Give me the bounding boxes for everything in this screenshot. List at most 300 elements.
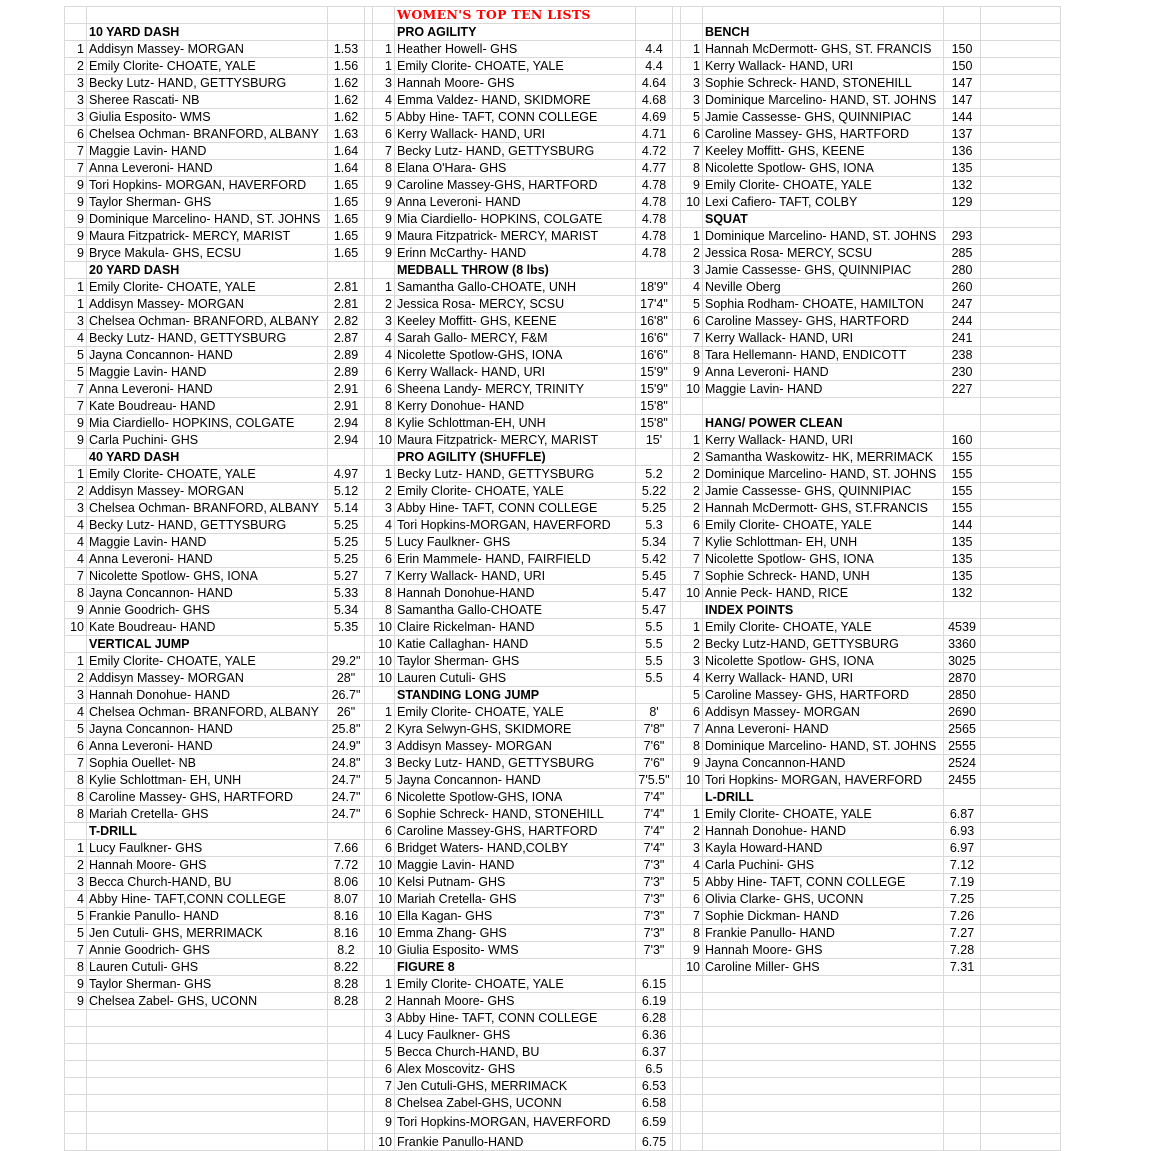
spacer-cell[interactable]	[673, 687, 681, 704]
rank-cell[interactable]	[681, 602, 703, 619]
spacer-cell[interactable]	[673, 1027, 681, 1044]
spacer-cell[interactable]	[673, 619, 681, 636]
spacer-cell[interactable]	[673, 534, 681, 551]
list-heading[interactable]: BENCH	[703, 24, 944, 41]
athlete-cell[interactable]: Hannah Donohue- HAND	[87, 687, 328, 704]
result-cell[interactable]	[328, 1095, 365, 1112]
result-cell[interactable]	[636, 687, 673, 704]
athlete-cell[interactable]: Frankie Panullo- HAND	[703, 925, 944, 942]
result-cell[interactable]	[944, 415, 981, 432]
result-cell[interactable]: 2.82	[328, 313, 365, 330]
rank-cell[interactable]: 7	[681, 551, 703, 568]
empty-cell[interactable]	[981, 704, 1061, 721]
empty-cell[interactable]	[981, 177, 1061, 194]
athlete-cell[interactable]: Caroline Massey- GHS, HARTFORD	[703, 687, 944, 704]
rank-cell[interactable]: 4	[65, 517, 87, 534]
athlete-cell[interactable]: Maura Fitzpatrick- MERCY, MARIST	[395, 228, 636, 245]
empty-cell[interactable]	[981, 500, 1061, 517]
rank-cell[interactable]: 10	[373, 636, 395, 653]
rank-cell[interactable]: 9	[65, 976, 87, 993]
rank-cell[interactable]: 7	[681, 908, 703, 925]
rank-cell[interactable]: 7	[373, 143, 395, 160]
result-cell[interactable]: 6.28	[636, 1010, 673, 1027]
result-cell[interactable]: 135	[944, 534, 981, 551]
rank-cell[interactable]: 9	[65, 993, 87, 1010]
spacer-cell[interactable]	[365, 126, 373, 143]
rank-cell[interactable]: 1	[681, 806, 703, 823]
result-cell[interactable]: 7.26	[944, 908, 981, 925]
athlete-cell[interactable]: Anna Leveroni- HAND	[703, 364, 944, 381]
result-cell[interactable]: 7.27	[944, 925, 981, 942]
rank-cell[interactable]	[65, 1044, 87, 1061]
rank-cell[interactable]: 4	[373, 330, 395, 347]
result-cell[interactable]: 2.91	[328, 381, 365, 398]
rank-cell[interactable]: 6	[681, 517, 703, 534]
athlete-cell[interactable]: Emily Clorite- CHOATE, YALE	[395, 483, 636, 500]
result-cell[interactable]: 3025	[944, 653, 981, 670]
spacer-cell[interactable]	[673, 891, 681, 908]
result-cell[interactable]: 1.53	[328, 41, 365, 58]
result-cell[interactable]	[944, 1095, 981, 1112]
result-cell[interactable]: 155	[944, 466, 981, 483]
rank-cell[interactable]: 6	[373, 806, 395, 823]
athlete-cell[interactable]: Hannah Donohue-HAND	[395, 585, 636, 602]
rank-cell[interactable]: 6	[681, 704, 703, 721]
rank-cell[interactable]: 1	[681, 619, 703, 636]
athlete-cell[interactable]: Chelsea Ochman- BRANFORD, ALBANY	[87, 500, 328, 517]
result-cell[interactable]: 2.89	[328, 347, 365, 364]
spacer-cell[interactable]	[673, 874, 681, 891]
spacer-cell[interactable]	[673, 585, 681, 602]
athlete-cell[interactable]: Emily Clorite- CHOATE, YALE	[395, 704, 636, 721]
result-cell[interactable]	[328, 1134, 365, 1151]
spacer-cell[interactable]	[673, 602, 681, 619]
athlete-cell[interactable]: Addisyn Massey- MORGAN	[395, 738, 636, 755]
athlete-cell[interactable]: Addisyn Massey- MORGAN	[87, 483, 328, 500]
athlete-cell[interactable]: Becky Lutz-HAND, GETTYSBURG	[703, 636, 944, 653]
result-cell[interactable]: 6.93	[944, 823, 981, 840]
spacer-cell[interactable]	[365, 857, 373, 874]
athlete-cell[interactable]: Nicolette Spotlow- GHS, IONA	[703, 160, 944, 177]
spacer-cell[interactable]	[673, 976, 681, 993]
athlete-cell[interactable]: Claire Rickelman- HAND	[395, 619, 636, 636]
result-cell[interactable]: 24.7"	[328, 789, 365, 806]
rank-cell[interactable]: 10	[373, 857, 395, 874]
rank-cell[interactable]: 8	[65, 772, 87, 789]
spacer-cell[interactable]	[673, 228, 681, 245]
result-cell[interactable]: 5.14	[328, 500, 365, 517]
result-cell[interactable]: 155	[944, 483, 981, 500]
rank-cell[interactable]: 10	[373, 619, 395, 636]
empty-cell[interactable]	[981, 160, 1061, 177]
result-cell[interactable]: 160	[944, 432, 981, 449]
result-cell[interactable]: 17'4"	[636, 296, 673, 313]
rank-cell[interactable]	[681, 1061, 703, 1078]
rank-cell[interactable]: 3	[681, 75, 703, 92]
rank-cell[interactable]: 3	[373, 75, 395, 92]
empty-cell[interactable]	[981, 1061, 1061, 1078]
spacer-cell[interactable]	[365, 347, 373, 364]
athlete-cell[interactable]: Kerry Wallack- HAND, URI	[703, 432, 944, 449]
result-cell[interactable]: 7'6"	[636, 755, 673, 772]
result-cell[interactable]: 7.28	[944, 942, 981, 959]
result-cell[interactable]: 6.36	[636, 1027, 673, 1044]
rank-cell[interactable]: 9	[65, 432, 87, 449]
rank-cell[interactable]: 8	[681, 160, 703, 177]
result-cell[interactable]: 7'3"	[636, 874, 673, 891]
spacer-cell[interactable]	[365, 823, 373, 840]
rank-cell[interactable]: 3	[65, 92, 87, 109]
spacer-cell[interactable]	[673, 1095, 681, 1112]
result-cell[interactable]	[944, 1134, 981, 1151]
result-cell[interactable]	[328, 1044, 365, 1061]
spacer-cell[interactable]	[673, 466, 681, 483]
spacer-cell[interactable]	[365, 381, 373, 398]
rank-cell[interactable]: 6	[373, 381, 395, 398]
athlete-cell[interactable]: Maura Fitzpatrick- MERCY, MARIST	[395, 432, 636, 449]
athlete-cell[interactable]: Emma Valdez- HAND, SKIDMORE	[395, 92, 636, 109]
athlete-cell[interactable]: Maura Fitzpatrick- MERCY, MARIST	[87, 228, 328, 245]
rank-cell[interactable]: 10	[65, 619, 87, 636]
athlete-cell[interactable]	[703, 398, 944, 415]
empty-cell[interactable]	[981, 517, 1061, 534]
spacer-cell[interactable]	[365, 653, 373, 670]
spacer-cell[interactable]	[365, 1027, 373, 1044]
spacer-cell[interactable]	[673, 109, 681, 126]
spacer-cell[interactable]	[673, 245, 681, 262]
rank-cell[interactable]: 10	[681, 194, 703, 211]
spacer-cell[interactable]	[673, 1061, 681, 1078]
athlete-cell[interactable]	[703, 1134, 944, 1151]
result-cell[interactable]: 5.47	[636, 585, 673, 602]
athlete-cell[interactable]: Kerry Wallack- HAND, URI	[703, 670, 944, 687]
empty-cell[interactable]	[981, 126, 1061, 143]
athlete-cell[interactable]: Kate Boudreau- HAND	[87, 619, 328, 636]
result-cell[interactable]: 260	[944, 279, 981, 296]
empty-cell[interactable]	[981, 534, 1061, 551]
rank-cell[interactable]: 4	[373, 1027, 395, 1044]
athlete-cell[interactable]: Addisyn Massey- MORGAN	[87, 296, 328, 313]
spacer-cell[interactable]	[673, 58, 681, 75]
result-cell[interactable]: 6.53	[636, 1078, 673, 1095]
athlete-cell[interactable]: Nicolette Spotlow-GHS, IONA	[395, 789, 636, 806]
rank-cell[interactable]: 10	[373, 942, 395, 959]
empty-cell[interactable]	[981, 874, 1061, 891]
result-cell[interactable]	[636, 959, 673, 976]
result-cell[interactable]	[944, 789, 981, 806]
rank-cell[interactable]: 8	[65, 806, 87, 823]
result-cell[interactable]: 1.62	[328, 75, 365, 92]
spacer-cell[interactable]	[365, 755, 373, 772]
spacer-cell[interactable]	[365, 24, 373, 41]
empty-cell[interactable]	[981, 194, 1061, 211]
result-cell[interactable]: 8.06	[328, 874, 365, 891]
result-cell[interactable]: 155	[944, 449, 981, 466]
rank-cell[interactable]: 4	[681, 670, 703, 687]
spacer-cell[interactable]	[673, 75, 681, 92]
rank-cell[interactable]: 4	[681, 279, 703, 296]
athlete-cell[interactable]: Annie Goodrich- GHS	[87, 942, 328, 959]
result-cell[interactable]: 1.64	[328, 143, 365, 160]
spacer-cell[interactable]	[365, 364, 373, 381]
result-cell[interactable]: 28"	[328, 670, 365, 687]
spacer-cell[interactable]	[673, 551, 681, 568]
athlete-cell[interactable]: Giulia Esposito- WMS	[395, 942, 636, 959]
result-cell[interactable]	[944, 602, 981, 619]
athlete-cell[interactable]: Katie Callaghan- HAND	[395, 636, 636, 653]
rank-cell[interactable]: 5	[65, 908, 87, 925]
athlete-cell[interactable]: Hannah Moore- GHS	[395, 993, 636, 1010]
result-cell[interactable]: 241	[944, 330, 981, 347]
spacer-cell[interactable]	[673, 721, 681, 738]
empty-cell[interactable]	[981, 840, 1061, 857]
result-cell[interactable]: 7'3"	[636, 908, 673, 925]
rank-cell[interactable]	[681, 1010, 703, 1027]
spacer-cell[interactable]	[365, 1095, 373, 1112]
rank-cell[interactable]: 5	[373, 534, 395, 551]
empty-cell[interactable]	[981, 789, 1061, 806]
rank-cell[interactable]: 4	[681, 857, 703, 874]
rank-cell[interactable]: 2	[373, 721, 395, 738]
empty-cell[interactable]	[981, 959, 1061, 976]
rank-cell[interactable]: 10	[681, 772, 703, 789]
rank-cell[interactable]: 9	[373, 1112, 395, 1134]
result-cell[interactable]: 8.2	[328, 942, 365, 959]
athlete-cell[interactable]: Emily Clorite- CHOATE, YALE	[703, 806, 944, 823]
result-cell[interactable]: 6.58	[636, 1095, 673, 1112]
spacer-cell[interactable]	[673, 823, 681, 840]
list-heading[interactable]: STANDING LONG JUMP	[395, 687, 636, 704]
spacer-cell[interactable]	[673, 1010, 681, 1027]
rank-cell[interactable]: 7	[65, 568, 87, 585]
rank-cell[interactable]: 9	[373, 177, 395, 194]
athlete-cell[interactable]: Tara Hellemann- HAND, ENDICOTT	[703, 347, 944, 364]
rank-cell[interactable]: 7	[681, 721, 703, 738]
empty-cell[interactable]	[981, 1010, 1061, 1027]
spacer-cell[interactable]	[673, 177, 681, 194]
result-cell[interactable]: 4.68	[636, 92, 673, 109]
athlete-cell[interactable]: Caroline Miller- GHS	[703, 959, 944, 976]
rank-cell[interactable]	[681, 993, 703, 1010]
rank-cell[interactable]: 10	[373, 432, 395, 449]
spacer-cell[interactable]	[673, 789, 681, 806]
result-cell[interactable]	[328, 24, 365, 41]
athlete-cell[interactable]	[703, 1010, 944, 1027]
athlete-cell[interactable]: Emily Clorite- CHOATE, YALE	[703, 619, 944, 636]
athlete-cell[interactable]: Hannah McDermott- GHS, ST. FRANCIS	[703, 41, 944, 58]
athlete-cell[interactable]: Sarah Gallo- MERCY, F&M	[395, 330, 636, 347]
result-cell[interactable]	[944, 993, 981, 1010]
athlete-cell[interactable]: Samantha Gallo-CHOATE, UNH	[395, 279, 636, 296]
empty-cell[interactable]	[981, 585, 1061, 602]
rank-cell[interactable]: 3	[65, 313, 87, 330]
rank-cell[interactable]: 1	[373, 41, 395, 58]
empty-cell[interactable]	[981, 245, 1061, 262]
rank-cell[interactable]: 2	[681, 449, 703, 466]
rank-cell[interactable]: 7	[65, 381, 87, 398]
spacer-cell[interactable]	[673, 262, 681, 279]
rank-cell[interactable]: 7	[65, 942, 87, 959]
result-cell[interactable]: 15'9"	[636, 381, 673, 398]
empty-cell[interactable]	[981, 806, 1061, 823]
athlete-cell[interactable]: Mariah Cretella- GHS	[87, 806, 328, 823]
empty-cell[interactable]	[981, 670, 1061, 687]
result-cell[interactable]: 8.22	[328, 959, 365, 976]
empty-cell[interactable]	[981, 109, 1061, 126]
result-cell[interactable]: 2.91	[328, 398, 365, 415]
result-cell[interactable]: 5.34	[328, 602, 365, 619]
athlete-cell[interactable]: Anna Leveroni- HAND	[87, 160, 328, 177]
result-cell[interactable]: 1.62	[328, 92, 365, 109]
result-cell[interactable]: 4.78	[636, 211, 673, 228]
list-heading[interactable]: 40 YARD DASH	[87, 449, 328, 466]
rank-cell[interactable]	[681, 7, 703, 24]
empty-cell[interactable]	[981, 1044, 1061, 1061]
rank-cell[interactable]: 8	[373, 415, 395, 432]
rank-cell[interactable]: 5	[65, 721, 87, 738]
empty-cell[interactable]	[981, 143, 1061, 160]
empty-cell[interactable]	[981, 364, 1061, 381]
result-cell[interactable]: 7'4"	[636, 840, 673, 857]
rank-cell[interactable]: 8	[681, 347, 703, 364]
spacer-cell[interactable]	[365, 41, 373, 58]
athlete-cell[interactable]: Bryce Makula- GHS, ECSU	[87, 245, 328, 262]
result-cell[interactable]: 15'9"	[636, 364, 673, 381]
result-cell[interactable]: 7.25	[944, 891, 981, 908]
rank-cell[interactable]: 9	[373, 194, 395, 211]
result-cell[interactable]: 4.4	[636, 58, 673, 75]
athlete-cell[interactable]: Erin Mammele- HAND, FAIRFIELD	[395, 551, 636, 568]
athlete-cell[interactable]: Emma Zhang- GHS	[395, 925, 636, 942]
athlete-cell[interactable]: Anna Leveroni- HAND	[87, 551, 328, 568]
result-cell[interactable]	[328, 1010, 365, 1027]
athlete-cell[interactable]: Caroline Massey- GHS, HARTFORD	[703, 313, 944, 330]
list-heading[interactable]: MEDBALL THROW (8 lbs)	[395, 262, 636, 279]
rank-cell[interactable]: 3	[681, 653, 703, 670]
spacer-cell[interactable]	[365, 228, 373, 245]
empty-cell[interactable]	[981, 602, 1061, 619]
spacer-cell[interactable]	[673, 296, 681, 313]
empty-cell[interactable]	[981, 432, 1061, 449]
result-cell[interactable]: 2565	[944, 721, 981, 738]
rank-cell[interactable]: 5	[65, 364, 87, 381]
rank-cell[interactable]: 3	[681, 840, 703, 857]
rank-cell[interactable]: 2	[65, 670, 87, 687]
athlete-cell[interactable]: Kelsi Putnam- GHS	[395, 874, 636, 891]
result-cell[interactable]: 15'8"	[636, 398, 673, 415]
rank-cell[interactable]: 4	[65, 330, 87, 347]
rank-cell[interactable]	[681, 789, 703, 806]
list-heading[interactable]: VERTICAL JUMP	[87, 636, 328, 653]
result-cell[interactable]: 136	[944, 143, 981, 160]
rank-cell[interactable]: 9	[373, 245, 395, 262]
rank-cell[interactable]: 9	[681, 755, 703, 772]
athlete-cell[interactable]: Jen Cutuli- GHS, MERRIMACK	[87, 925, 328, 942]
list-heading[interactable]: 20 YARD DASH	[87, 262, 328, 279]
rank-cell[interactable]: 3	[681, 92, 703, 109]
rank-cell[interactable]: 6	[373, 551, 395, 568]
rank-cell[interactable]: 1	[65, 653, 87, 670]
rank-cell[interactable]: 1	[65, 279, 87, 296]
result-cell[interactable]: 230	[944, 364, 981, 381]
rank-cell[interactable]: 8	[373, 585, 395, 602]
empty-cell[interactable]	[981, 24, 1061, 41]
result-cell[interactable]: 1.56	[328, 58, 365, 75]
athlete-cell[interactable]: Anna Leveroni- HAND	[395, 194, 636, 211]
result-cell[interactable]: 2850	[944, 687, 981, 704]
spacer-cell[interactable]	[365, 1134, 373, 1151]
empty-cell[interactable]	[981, 483, 1061, 500]
rank-cell[interactable]: 1	[373, 704, 395, 721]
list-heading[interactable]: L-DRILL	[703, 789, 944, 806]
athlete-cell[interactable]: Alex Moscovitz- GHS	[395, 1061, 636, 1078]
empty-cell[interactable]	[981, 755, 1061, 772]
result-cell[interactable]	[636, 262, 673, 279]
rank-cell[interactable]: 3	[681, 262, 703, 279]
result-cell[interactable]: 1.65	[328, 177, 365, 194]
athlete-cell[interactable]: Kate Boudreau- HAND	[87, 398, 328, 415]
athlete-cell[interactable]: Caroline Massey- GHS, HARTFORD	[703, 126, 944, 143]
spacer-cell[interactable]	[365, 704, 373, 721]
athlete-cell[interactable]: Mariah Cretella- GHS	[395, 891, 636, 908]
result-cell[interactable]: 155	[944, 500, 981, 517]
rank-cell[interactable]: 6	[681, 313, 703, 330]
spacer-cell[interactable]	[365, 840, 373, 857]
result-cell[interactable]	[944, 1061, 981, 1078]
rank-cell[interactable]: 3	[373, 738, 395, 755]
spacer-cell[interactable]	[365, 211, 373, 228]
rank-cell[interactable]: 4	[65, 891, 87, 908]
result-cell[interactable]: 24.9"	[328, 738, 365, 755]
spacer-cell[interactable]	[365, 1078, 373, 1095]
athlete-cell[interactable]: Emily Clorite- CHOATE, YALE	[703, 517, 944, 534]
athlete-cell[interactable]: Kerry Wallack- HAND, URI	[395, 126, 636, 143]
spacer-cell[interactable]	[365, 891, 373, 908]
rank-cell[interactable]: 3	[65, 500, 87, 517]
spacer-cell[interactable]	[365, 959, 373, 976]
result-cell[interactable]	[944, 7, 981, 24]
spacer-cell[interactable]	[365, 772, 373, 789]
spacer-cell[interactable]	[673, 1078, 681, 1095]
result-cell[interactable]: 5.45	[636, 568, 673, 585]
spacer-cell[interactable]	[673, 908, 681, 925]
result-cell[interactable]: 4.72	[636, 143, 673, 160]
athlete-cell[interactable]: Jessica Rosa- MERCY, SCSU	[703, 245, 944, 262]
rank-cell[interactable]: 10	[681, 381, 703, 398]
rank-cell[interactable]: 7	[681, 568, 703, 585]
athlete-cell[interactable]: Carla Puchini- GHS	[87, 432, 328, 449]
athlete-cell[interactable]: Addisyn Massey- MORGAN	[87, 41, 328, 58]
athlete-cell[interactable]: Heather Howell- GHS	[395, 41, 636, 58]
athlete-cell[interactable]: Bridget Waters- HAND,COLBY	[395, 840, 636, 857]
athlete-cell[interactable]: Tori Hopkins-MORGAN, HAVERFORD	[395, 517, 636, 534]
athlete-cell[interactable]	[87, 1027, 328, 1044]
athlete-cell[interactable]: Maggie Lavin- HAND	[87, 143, 328, 160]
athlete-cell[interactable]: Annie Goodrich- GHS	[87, 602, 328, 619]
rank-cell[interactable]: 5	[373, 772, 395, 789]
spacer-cell[interactable]	[365, 602, 373, 619]
empty-cell[interactable]	[981, 857, 1061, 874]
result-cell[interactable]	[328, 7, 365, 24]
spacer-cell[interactable]	[673, 993, 681, 1010]
spacer-cell[interactable]	[365, 976, 373, 993]
rank-cell[interactable]	[65, 449, 87, 466]
result-cell[interactable]: 1.63	[328, 126, 365, 143]
empty-cell[interactable]	[981, 415, 1061, 432]
rank-cell[interactable]: 2	[65, 58, 87, 75]
empty-cell[interactable]	[981, 41, 1061, 58]
result-cell[interactable]: 18'9"	[636, 279, 673, 296]
